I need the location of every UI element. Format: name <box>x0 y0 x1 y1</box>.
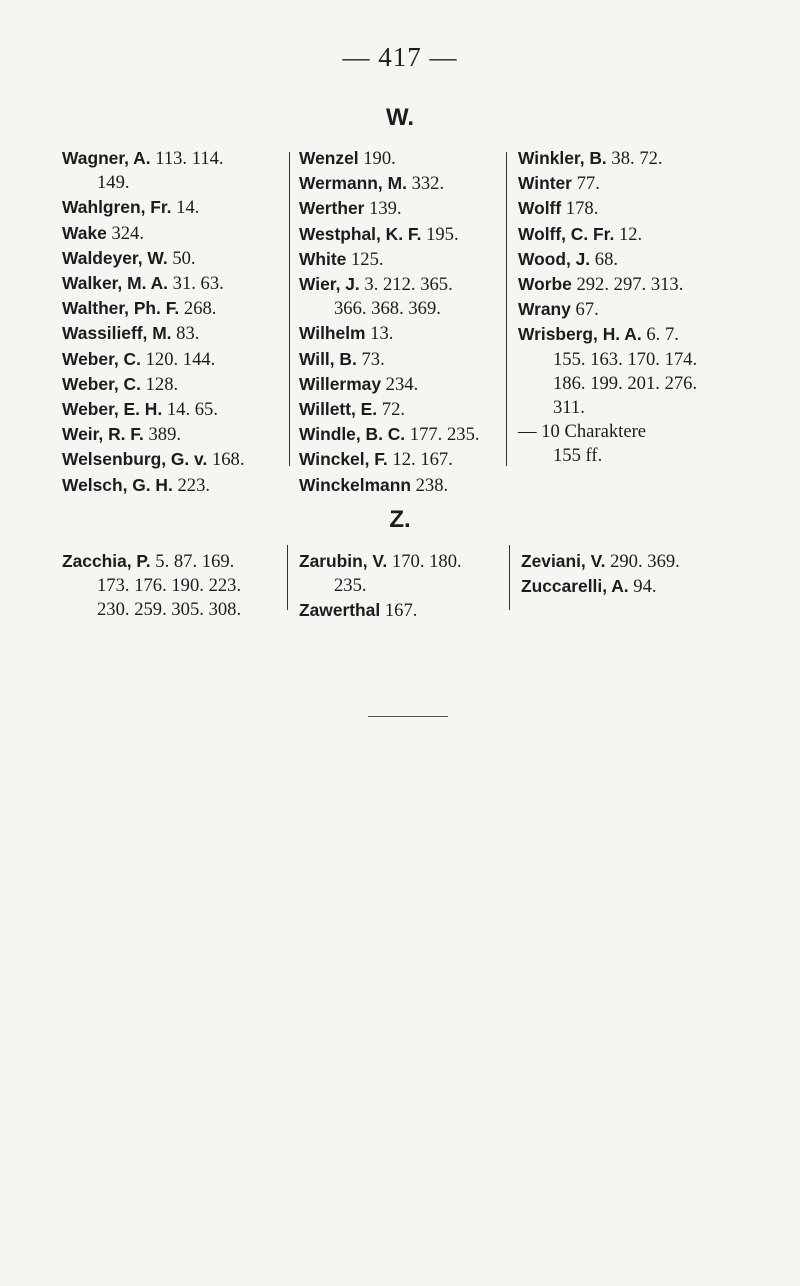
entry-refs: 234. <box>385 373 419 395</box>
entry-name: Willermay <box>299 373 382 394</box>
entry-name: Wagner, A. <box>62 148 151 168</box>
entry-refs: 38. 72. <box>611 148 663 169</box>
entry-line <box>299 349 385 370</box>
index-entry <box>62 271 244 296</box>
entry-refs: 223. <box>177 474 211 496</box>
index-entry <box>299 272 480 321</box>
entry-line <box>518 249 618 270</box>
entry-line <box>299 374 418 395</box>
entry-refs: 6. 7. <box>646 324 679 346</box>
entry-line <box>518 421 646 442</box>
index-entry <box>62 473 244 498</box>
entry-refs: 12. <box>618 223 643 245</box>
index-entry <box>299 473 480 498</box>
entry-line <box>299 449 453 470</box>
entry-name: White <box>299 248 347 269</box>
index-entry <box>518 171 697 196</box>
entry-line <box>518 198 598 219</box>
entry-name: Westphal, K. F. <box>299 223 422 244</box>
entry-name: Wolff <box>518 198 562 219</box>
entry-line <box>62 248 196 269</box>
index-entry <box>299 347 480 372</box>
entry-line <box>299 424 480 445</box>
index-column <box>62 549 241 623</box>
entry-line <box>299 399 405 420</box>
entry-name: Werther <box>299 198 365 219</box>
entry-line <box>62 399 218 420</box>
index-entry <box>62 146 244 195</box>
entry-line <box>299 551 462 572</box>
entry-name: Windle, B. C. <box>299 424 406 445</box>
entry-name: Wassilieff, M. <box>62 323 172 344</box>
entry-name: Welsch, G. H. <box>62 474 173 495</box>
entry-refs: 94. <box>633 576 657 598</box>
index-entry <box>62 422 244 447</box>
entry-continuation: 235. <box>334 575 367 597</box>
entry-line <box>62 449 244 470</box>
index-entry <box>299 222 480 247</box>
entry-line <box>521 576 657 597</box>
entry-continuation: 155. 163. 170. 174. <box>553 348 698 370</box>
column-divider <box>287 545 288 610</box>
entry-refs: 50. <box>172 247 196 269</box>
entry-line <box>62 349 215 370</box>
entry-refs: 290. 369. <box>610 551 680 572</box>
index-entry <box>62 549 241 598</box>
entry-line <box>518 173 600 194</box>
entry-name: Wrisberg, H. A. <box>518 324 642 345</box>
entry-refs: 178. <box>565 198 599 220</box>
entry-name: Zawerthal <box>299 600 381 621</box>
column-divider <box>289 152 290 466</box>
page-number: — 417 — <box>342 42 458 72</box>
column-divider <box>506 152 507 466</box>
index-entry <box>518 222 697 247</box>
entry-name: Worbe <box>518 274 572 295</box>
entry-name: Welsenburg, G. v. <box>62 449 208 470</box>
entry-line <box>299 173 444 194</box>
entry-line <box>299 148 396 169</box>
entry-name: Walker, M. A. <box>62 273 168 294</box>
entry-refs: 31. 63. <box>172 273 224 295</box>
entry-line <box>62 323 199 344</box>
index-entry <box>521 549 680 574</box>
index-entry <box>299 549 462 598</box>
entry-refs: 68. <box>594 248 619 270</box>
entry-name: Winter <box>518 173 572 194</box>
entry-name: Winckel, F. <box>299 449 388 470</box>
entry-line <box>518 274 683 295</box>
index-entry <box>299 372 480 397</box>
index-entry <box>299 196 480 221</box>
column-divider <box>509 545 510 610</box>
entry-refs: 167. <box>384 600 418 622</box>
entry-continuation: 186. 199. 201. 276. <box>553 372 698 394</box>
index-entry <box>299 171 480 196</box>
entry-refs: 72. <box>381 399 406 421</box>
entry-name: Zacchia, P. <box>62 551 151 571</box>
entry-line <box>299 323 393 344</box>
entry-name: Wake <box>62 222 107 243</box>
index-entry <box>299 146 480 171</box>
entry-refs: 170. 180. <box>391 551 462 572</box>
entry-continuation: 366. 368. 369. <box>334 298 441 320</box>
entry-line <box>62 424 181 445</box>
index-entry <box>518 146 697 171</box>
entry-continuation: 311. <box>553 397 585 419</box>
entry-refs: 67. <box>575 299 599 321</box>
entry-name: Weber, C. <box>62 373 141 394</box>
entry-name: Wier, J. <box>299 274 360 295</box>
entry-refs: 139. <box>369 198 402 220</box>
entry-refs: 14. 65. <box>166 399 218 421</box>
entry-name: Wermann, M. <box>299 173 407 194</box>
entry-name: Weir, R. F. <box>62 424 144 445</box>
entry-name: Weber, E. H. <box>62 399 163 420</box>
index-entry <box>518 444 697 468</box>
entry-line <box>62 197 199 218</box>
index-column <box>521 549 680 599</box>
entry-continuation: 149. <box>97 172 130 194</box>
index-entry <box>299 447 480 472</box>
entry-name: Wahlgren, Fr. <box>62 197 172 218</box>
index-entry <box>62 195 244 220</box>
index-entry <box>62 447 244 472</box>
entry-name: Wilhelm <box>299 323 366 344</box>
entry-name: Weber, C. <box>62 348 141 369</box>
entry-line <box>521 551 680 572</box>
entry-refs: 238. <box>415 474 449 496</box>
index-entry <box>299 321 480 346</box>
entry-line <box>299 249 384 270</box>
entry-refs: 268. <box>183 298 217 320</box>
index-entry <box>62 372 244 397</box>
entry-refs: 14. <box>176 197 200 219</box>
index-entry <box>62 246 244 271</box>
entry-name: Walther, Ph. F. <box>62 298 180 319</box>
entry-name: Will, B. <box>299 348 357 369</box>
index-entry <box>62 221 244 246</box>
entry-line <box>62 475 210 496</box>
entry-line <box>299 475 448 496</box>
index-entry <box>518 247 697 272</box>
index-column <box>518 146 697 469</box>
entry-refs: 5. 87. 169. <box>155 551 235 572</box>
entry-refs: 120. 144. <box>145 348 216 370</box>
entry-line <box>299 600 417 621</box>
entry-name: Winkler, B. <box>518 148 607 168</box>
entry-name: Wolff, C. Fr. <box>518 223 615 244</box>
entry-name: Wrany <box>518 299 571 320</box>
entry-line <box>518 148 663 169</box>
entry-line <box>518 324 679 345</box>
entry-line <box>299 274 453 295</box>
index-entry <box>62 397 244 422</box>
entry-line <box>299 198 402 219</box>
entry-refs: 83. <box>176 323 200 345</box>
entry-continuation: 155 ff. <box>553 445 603 467</box>
entry-refs: 389. <box>148 424 182 446</box>
section-heading-z: Z. <box>389 506 411 533</box>
entry-continuation: 173. 176. 190. 223. <box>97 575 242 597</box>
index-entry <box>518 396 697 420</box>
index-column <box>299 146 480 498</box>
entry-line <box>62 374 178 395</box>
index-column <box>62 146 244 498</box>
entry-refs: 168. <box>211 449 245 471</box>
entry-name: Winckelmann <box>299 474 411 495</box>
index-entry <box>518 272 697 297</box>
entry-refs: 125. <box>351 248 384 270</box>
entry-refs: 77. <box>576 173 600 195</box>
index-entry <box>518 420 697 444</box>
index-entry <box>299 422 480 447</box>
index-entry <box>299 598 462 623</box>
index-entry <box>62 296 244 321</box>
index-entry <box>518 372 697 396</box>
entry-refs: 292. 297. 313. <box>576 274 684 296</box>
index-entry <box>518 322 697 371</box>
entry-refs: 177. 235. <box>409 424 480 446</box>
entry-line <box>62 298 216 319</box>
entry-name: Waldeyer, W. <box>62 247 168 268</box>
entry-refs: — 10 Charaktere <box>518 421 647 443</box>
entry-refs: 3. 212. 365. <box>364 274 453 296</box>
entry-line <box>62 273 224 294</box>
entry-line <box>62 551 234 572</box>
entry-refs: 73. <box>361 348 385 370</box>
entry-line <box>299 224 459 245</box>
index-entry <box>62 321 244 346</box>
entry-refs: 332. <box>411 173 445 195</box>
index-entry <box>299 247 480 272</box>
index-entry <box>299 397 480 422</box>
entry-refs: 113. 114. <box>155 148 224 169</box>
entry-name: Wood, J. <box>518 248 591 269</box>
entry-refs: 190. <box>363 148 396 169</box>
index-entry <box>521 574 680 599</box>
entry-refs: 128. <box>145 373 179 395</box>
entry-name: Zeviani, V. <box>521 551 606 571</box>
index-entry <box>518 196 697 221</box>
entry-line <box>62 223 144 244</box>
entry-continuation: 230. 259. 305. 308. <box>97 599 242 621</box>
entry-name: Zarubin, V. <box>299 551 388 571</box>
end-rule <box>368 716 448 717</box>
entry-name: Willett, E. <box>299 399 378 420</box>
entry-refs: 195. <box>426 223 459 245</box>
index-column <box>299 549 462 624</box>
entry-line <box>518 299 599 320</box>
entry-line <box>62 148 224 169</box>
entry-line <box>518 224 642 245</box>
section-heading-w: W. <box>386 104 414 131</box>
entry-refs: 324. <box>111 222 144 244</box>
entry-name: Zuccarelli, A. <box>521 576 629 597</box>
entry-refs: 12. 167. <box>392 449 453 471</box>
entry-name: Wenzel <box>299 148 359 168</box>
index-entry <box>62 347 244 372</box>
entry-refs: 13. <box>370 323 394 345</box>
index-entry <box>518 297 697 322</box>
index-entry <box>62 598 241 622</box>
